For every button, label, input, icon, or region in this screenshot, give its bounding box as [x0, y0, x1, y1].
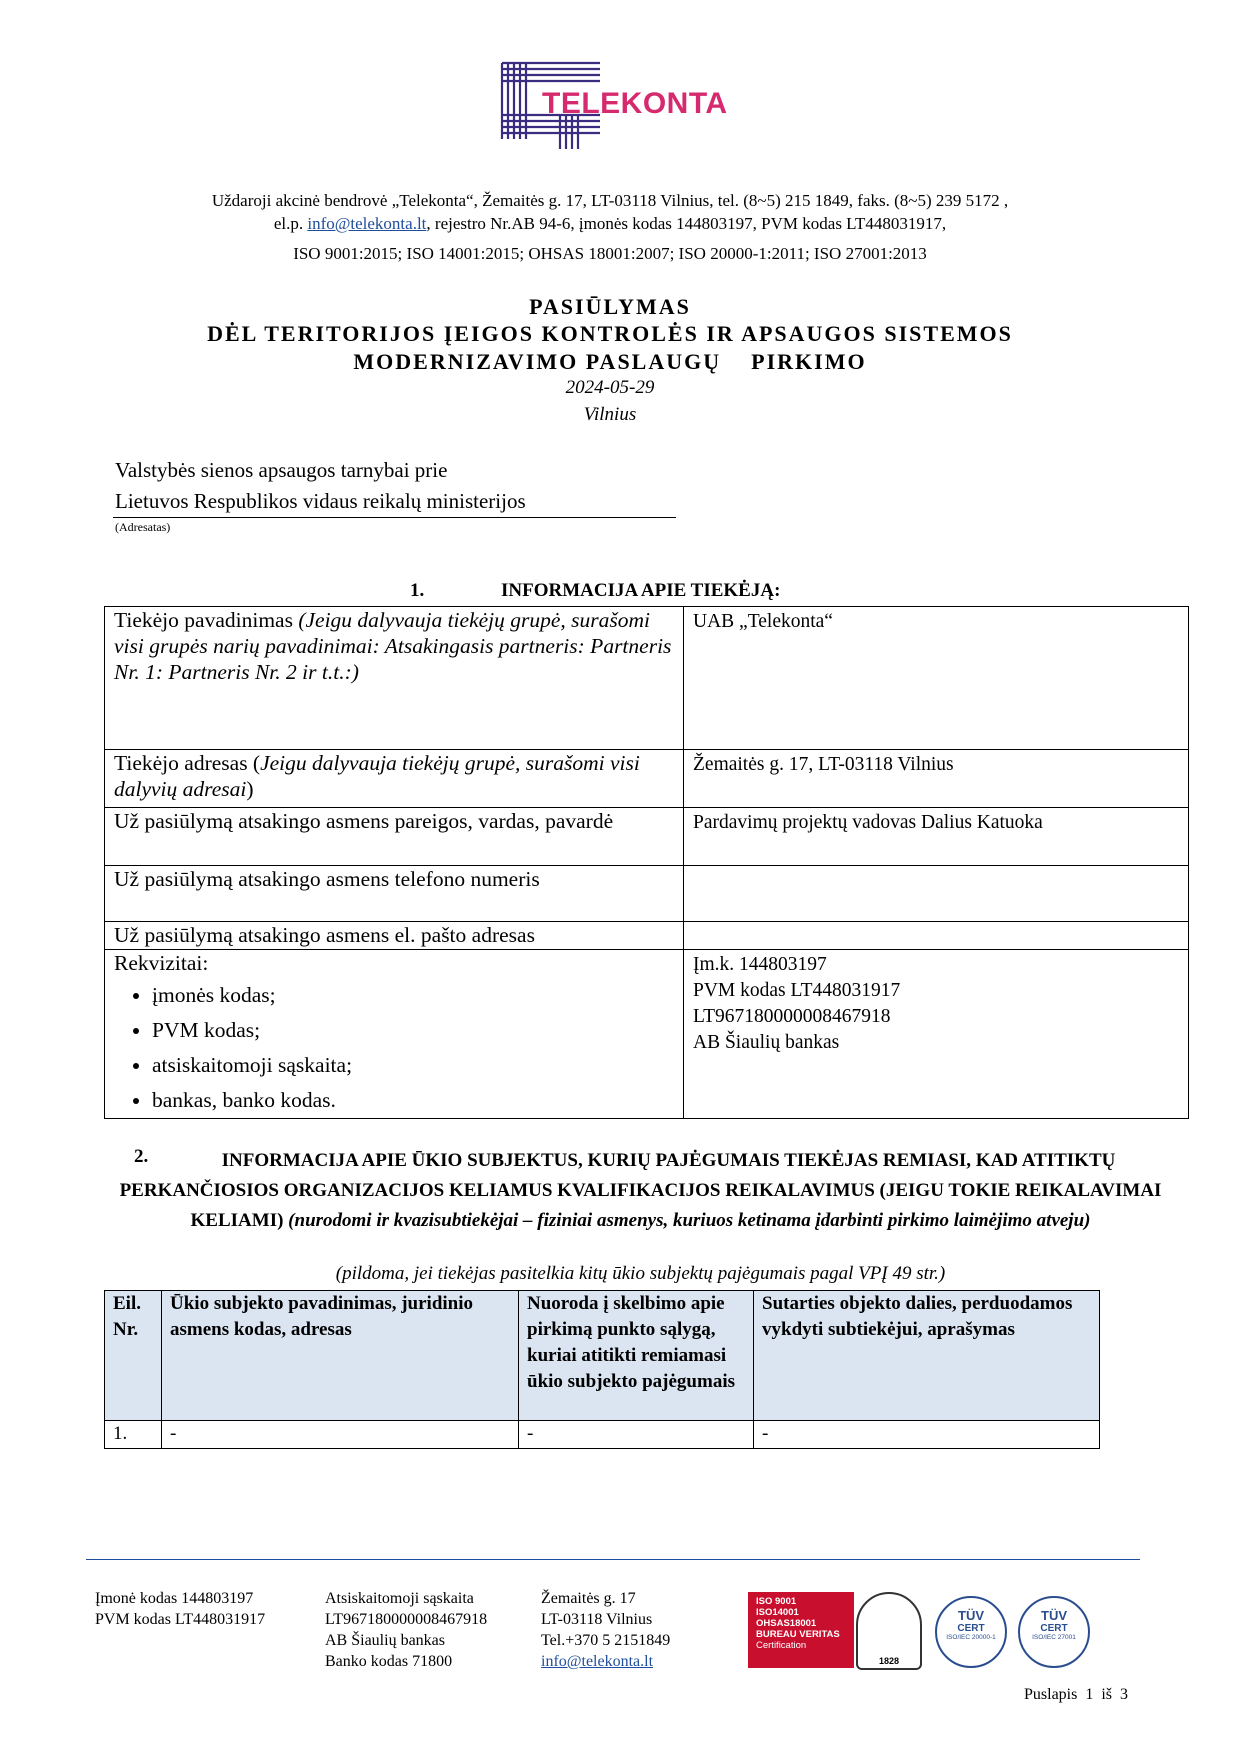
footer-col1 [95, 1588, 265, 1630]
bv-line: BUREAU VERITAS [756, 1629, 840, 1640]
bureau-veritas-seal-icon [856, 1592, 922, 1670]
col-reference: Nuoroda į skelbimo apie pirkimą punkto sąlygą, kuriai atitikti remiamasi ūkio subjekto pajėgumais [519, 1291, 754, 1421]
page-number [1024, 1686, 1128, 1704]
bureau-veritas-badge [748, 1592, 854, 1668]
tuv-label: CERT [1040, 1623, 1068, 1634]
table-row [105, 866, 1189, 922]
doc-title-line2: DĖL TERITORIJOS ĮEIGOS KONTROLĖS IR APSAUGOS SISTEMOS [207, 321, 1013, 346]
contact-email-value [684, 922, 1189, 950]
tuv-cert-27001-badge [1018, 1596, 1090, 1668]
supplier-name-value: UAB „Telekonta“ [684, 607, 1189, 750]
list-item: • PVM kodas; [152, 1013, 674, 1048]
contact-email-label: Už pasiūlymą atsakingo asmens el. pašto adresas [105, 922, 684, 950]
footer-divider [86, 1559, 1140, 1560]
section2-heading-text: INFORMACIJA APIE ŪKIO SUBJEKTUS, KURIŲ PAJĖGUMAIS TIEKĖJAS REMIASI, KAD ATITIKTŲ PERKANČIOSIOS ORGANIZACIJOS KELIAMUS KVALIFIKACIJOS REIKALAVIMUS (JEIGU TOKIE REIKALAVIMAI KELIAMI) [119, 1150, 1162, 1231]
cell-reference: - [519, 1421, 754, 1449]
section2-note: (pildoma, jei tiekėjas pasitelkia kitų ūkio subjektų pajėgumais pagal VPĮ 49 str.) [335, 1263, 946, 1284]
vat-code-value: PVM kodas LT448031917 [693, 980, 901, 1001]
col-entity: Ūkio subjekto pavadinimas, juridinio asmens kodas, adresas [162, 1291, 519, 1421]
doc-title-line3: MODERNIZAVIMO PASLAUGŲ PIRKIMO [353, 349, 867, 374]
footer-bank-code: Banko kodas 71800 [325, 1653, 453, 1670]
contact-phone-value [684, 866, 1189, 922]
label-hint: Jeigu dalyvauja tiekėjų grupė, surašomi visi dalyvių adresai [114, 751, 640, 801]
requisites-title: Rekvizitai: [114, 951, 209, 975]
label-end: ) [246, 777, 254, 801]
doc-date: 2024-05-29 [565, 377, 655, 398]
bv-line: OHSAS18001 [756, 1618, 817, 1629]
doc-title: PASIŪLYMAS [529, 294, 691, 319]
bv-line: ISO 9001 [756, 1596, 797, 1607]
table-row [105, 808, 1189, 866]
email-prefix: el.p. [273, 214, 308, 233]
list-item: • atsiskaitomoji sąskaita; [152, 1048, 674, 1083]
supplier-address-label [105, 750, 684, 808]
account-value: LT967180000008467918 [693, 1006, 891, 1027]
list-item: • bankas, banko kodas. [152, 1083, 674, 1118]
table-row [105, 1421, 1100, 1449]
footer-street: Žemaitės g. 17 [541, 1590, 636, 1607]
label-text: Tiekėjo pavadinimas [114, 608, 299, 632]
tuv-standard: ISO/IEC 20000-1 [946, 1634, 996, 1641]
section2-number: 2. [134, 1146, 149, 1167]
section1-heading: INFORMACIJA APIE TIEKĖJĄ: [501, 580, 781, 601]
footer-account-label: Atsiskaitomoji sąskaita [325, 1590, 474, 1607]
bv-line: ISO14001 [756, 1607, 799, 1618]
page-total: 3 [1120, 1686, 1129, 1703]
footer-account: LT967180000008467918 [325, 1611, 488, 1628]
table-row [105, 922, 1189, 950]
logo-wordmark: TELEKONTA [542, 87, 728, 120]
bv-line: Certification [756, 1640, 807, 1651]
company-info-line2 [100, 212, 1120, 235]
tuv-cert-20000-badge [935, 1596, 1007, 1668]
requisites-label [105, 950, 684, 1119]
tuv-brand: TÜV [1041, 1608, 1067, 1623]
footer-bank: AB Šiaulių bankas [325, 1632, 445, 1649]
cell-description: - [754, 1421, 1100, 1449]
section2-heading-note: (nurodomi ir kvazisubtiekėjai – fiziniai asmenys, kuriuos ketinama įdarbinti pirkimo laimėjimo atveju) [288, 1210, 1091, 1231]
requisites-list [114, 978, 674, 1118]
cell-entity: - [162, 1421, 519, 1449]
tuv-label: CERT [957, 1623, 985, 1634]
footer-phone: Tel.+370 5 2151849 [541, 1632, 671, 1649]
company-code-value: Įm.k. 144803197 [693, 954, 827, 975]
table-row [105, 607, 1189, 750]
addressee-line2: Lietuvos Respublikos vidaus reikalų ministerijos [115, 489, 526, 513]
seal-year: 1828 [878, 1656, 900, 1666]
supplier-info-table [104, 606, 1189, 1119]
label-text: Tiekėjo adresas ( [114, 751, 261, 775]
table-row [105, 950, 1189, 1119]
section1-number: 1. [410, 580, 425, 601]
supplier-name-label [105, 607, 684, 750]
contact-phone-label: Už pasiūlymą atsakingo asmens telefono numeris [105, 866, 684, 922]
subcontractors-table [104, 1290, 1100, 1449]
doc-city: Vilnius [583, 404, 637, 425]
list-item: • įmonės kodas; [152, 978, 674, 1013]
label-hint: (Jeigu dalyvauja tiekėjų grupė, surašomi visi grupės narių pavadinimai: Atsakingasis partneris: Partneris Nr. 1: Partneris Nr. 2 ir t.t.:) [114, 608, 672, 684]
requisites-values [684, 950, 1189, 1119]
supplier-address-value: Žemaitės g. 17, LT-03118 Vilnius [684, 750, 1189, 808]
footer-col2 [325, 1588, 487, 1672]
tuv-standard: ISO/IEC 27001 [1032, 1634, 1076, 1641]
page-of: iš [1101, 1686, 1113, 1703]
footer-city: LT-03118 Vilnius [541, 1611, 653, 1628]
contact-person-value: Pardavimų projektų vadovas Dalius Katuoka [684, 808, 1189, 866]
section2-heading [118, 1146, 1163, 1236]
company-info-line1: Uždaroji akcinė bendrovė „Telekonta“, Žemaitės g. 17, LT-03118 Vilnius, tel. (8~5) 215 1849, faks. (8~5) 239 5172 , [211, 191, 1009, 210]
col-number: Eil. Nr. [105, 1291, 162, 1421]
table-header-row [105, 1291, 1100, 1421]
cell-number: 1. [105, 1421, 162, 1449]
bank-value: AB Šiaulių bankas [693, 1032, 840, 1053]
registry-info: , rejestro Nr.AB 94-6, įmonės kodas 144803197, PVM kodas LT448031917, [426, 214, 947, 233]
footer-email-link[interactable]: info@telekonta.lt [541, 1653, 654, 1670]
tuv-brand: TÜV [958, 1608, 984, 1623]
page-current: 1 [1085, 1686, 1094, 1703]
contact-person-label: Už pasiūlymą atsakingo asmens pareigos, vardas, pavardė [105, 808, 684, 866]
addressee-underline [113, 517, 676, 518]
header-email-link[interactable]: info@telekonta.lt [307, 214, 427, 233]
footer-col3 [541, 1588, 670, 1672]
footer-vat-code: PVM kodas LT448031917 [95, 1611, 266, 1628]
addressee-line1: Valstybės sienos apsaugos tarnybai prie [115, 458, 448, 482]
iso-standards: ISO 9001:2015; ISO 14001:2015; OHSAS 18001:2007; ISO 20000-1:2011; ISO 27001:2013 [293, 244, 927, 263]
page-label: Puslapis [1024, 1686, 1078, 1703]
table-row [105, 750, 1189, 808]
col-description: Sutarties objekto dalies, perduodamos vykdyti subtiekėjui, aprašymas [754, 1291, 1100, 1421]
addressee-caption: (Adresatas) [115, 520, 171, 534]
footer-company-code: Įmonė kodas 144803197 [95, 1590, 254, 1607]
company-logo [500, 57, 800, 157]
